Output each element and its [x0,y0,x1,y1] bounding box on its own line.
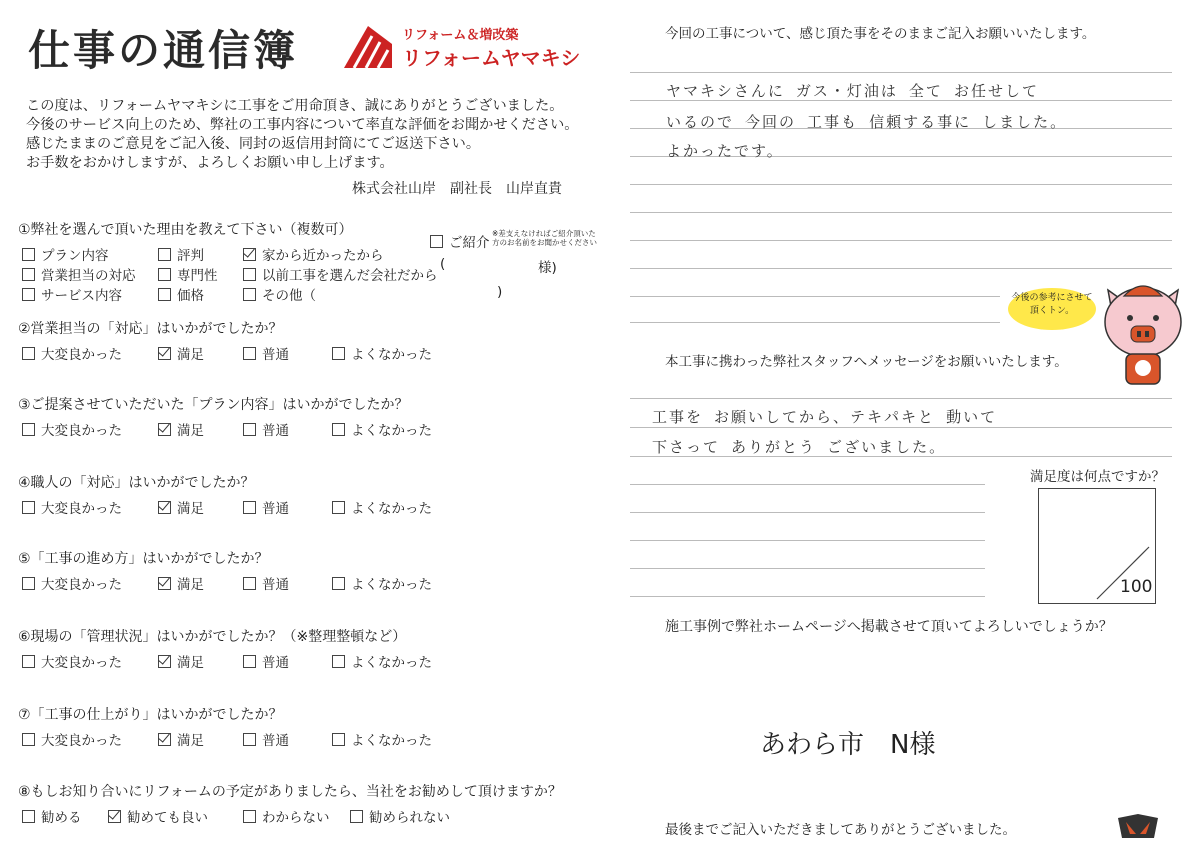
checkbox[interactable] [332,501,345,514]
checkbox[interactable] [22,577,35,590]
option-label: 家から近かったから [262,248,384,264]
option-label: 満足 [177,577,204,593]
option-label: 勧められない [369,810,450,826]
rating-option[interactable] [332,419,432,439]
option-label: よくなかった [351,733,432,749]
question-label: ⑤「工事の進め方」はいかがでしたか？ [18,551,269,567]
ruled-line [630,268,1172,269]
checkbox[interactable] [158,733,171,746]
checkbox[interactable] [158,577,171,590]
rating-option[interactable] [243,651,289,671]
checkbox[interactable] [158,248,171,261]
checkbox[interactable] [332,733,345,746]
checkbox[interactable] [158,501,171,514]
checkbox[interactable] [158,268,171,281]
option-label: 普通 [262,347,289,363]
checkbox[interactable] [243,655,256,668]
checkbox[interactable] [158,655,171,668]
intro-line: この度は、リフォームヤマキシに工事をご用命頂き、誠にありがとうございました。 [26,98,564,114]
checkbox[interactable] [22,288,35,301]
checkbox[interactable] [243,810,256,823]
prompt-publish-permission: 施工事例で弊社ホームページへ掲載させて頂いてよろしいでしょうか？ [665,619,1113,635]
option-label: よくなかった [351,501,432,517]
question-label: ②営業担当の「対応」はいかがでしたか？ [18,321,283,337]
question-label: ⑦「工事の仕上がり」はいかがでしたか？ [18,707,283,723]
rating-option[interactable] [332,343,432,363]
intro-line: 感じたままのご意見をご記入後、同封の返信用封筒にてご返送下さい。 [26,136,481,152]
option-label: 大変良かった [41,347,122,363]
logo-name: リフォームヤマキシ [402,46,581,70]
checkbox[interactable] [430,235,443,248]
ruled-line [630,212,1172,213]
company-logo [342,22,581,70]
pig-mascot-icon [1098,276,1188,388]
q1-option[interactable] [243,284,316,304]
option-label: 満足 [177,733,204,749]
intro-line: お手数をおかけしますが、よろしくお願い申し上げます。 [26,155,394,171]
checkbox[interactable] [158,347,171,360]
checkbox[interactable] [350,810,363,823]
rating-option[interactable] [243,343,289,363]
option-label: 大変良かった [41,423,122,439]
referral-suffix: 様) [538,260,557,276]
rating-option[interactable] [22,497,122,517]
q1-option[interactable] [243,264,438,284]
handwritten-answer: いるので 今回の 工事も 信頼する事に しました。 [666,113,1068,131]
rating-option[interactable] [332,497,432,517]
house-logo-icon [342,22,394,70]
rating-option[interactable] [158,573,204,593]
ruled-line [630,568,985,569]
question-label: ③ご提案させていただいた「プラン内容」はいかがでしたか？ [18,397,409,413]
page-title: 仕事の通信簿 [28,26,299,75]
ruled-line [630,596,985,597]
option-label: 勧める [41,810,82,826]
checkbox[interactable] [22,248,35,261]
checkbox[interactable] [22,733,35,746]
ruled-line [630,427,1172,428]
checkbox[interactable] [243,501,256,514]
checkbox[interactable] [332,577,345,590]
checkbox[interactable] [243,733,256,746]
option-label: サービス内容 [41,288,122,304]
ruled-line [630,512,985,513]
checkbox[interactable] [243,268,256,281]
checkbox[interactable] [22,423,35,436]
question-label: ④職人の「対応」はいかがでしたか？ [18,475,255,491]
ruled-line [630,540,985,541]
checkbox[interactable] [158,288,171,301]
option-label: 価格 [177,288,204,304]
q1-option[interactable] [158,264,218,284]
rating-option[interactable] [158,419,204,439]
option-label: ご紹介 [449,235,490,251]
q1-option[interactable] [158,284,204,304]
recommend-option[interactable] [350,806,450,826]
option-label: 大変良かった [41,501,122,517]
option-label: 大変良かった [41,655,122,671]
option-label: 満足 [177,655,204,671]
score-value: 100 [1120,577,1153,597]
rating-option[interactable] [158,729,204,749]
ruled-line [630,72,1172,73]
question-label: ⑥現場の「管理状況」はいかがでしたか？（※整理整頓など） [18,629,407,645]
checkbox[interactable] [243,423,256,436]
rating-option[interactable] [332,651,432,671]
ruled-line [630,484,985,485]
q1-option[interactable] [243,244,384,264]
rating-option[interactable] [243,419,289,439]
ruled-line [630,322,1000,323]
option-label: よくなかった [351,347,432,363]
checkbox[interactable] [158,423,171,436]
rating-option[interactable] [22,343,122,363]
checkbox[interactable] [332,423,345,436]
option-label: 大変良かった [41,577,122,593]
logo-subtitle: リフォーム＆増改築 [402,28,519,43]
checkbox[interactable] [22,268,35,281]
checkbox[interactable] [243,248,256,261]
option-label: その他（ [262,288,316,304]
q1-option[interactable] [22,284,122,304]
q1-label: ①弊社を選んで頂いた理由を教えて下さい（複数可） [18,222,353,238]
option-label: 普通 [262,423,289,439]
checkbox[interactable] [243,347,256,360]
checkbox[interactable] [108,810,121,823]
recommend-option[interactable] [243,806,330,826]
signature: 株式会社山岸 副社長 山岸直貴 [352,181,562,197]
rating-option[interactable] [158,651,204,671]
handwritten-answer: よかったです。 [666,142,784,160]
checkbox[interactable] [22,655,35,668]
option-label: 普通 [262,655,289,671]
rating-option[interactable] [243,497,289,517]
prompt-impressions: 今回の工事について、感じ頂た事をそのままご記入お願いいたします。 [665,26,1096,42]
option-label: 専門性 [177,268,218,284]
ruled-line [630,398,1172,399]
rating-option[interactable] [22,573,122,593]
company-small-logo-icon [1116,812,1160,840]
option-label: プラン内容 [41,248,109,264]
option-label: 大変良かった [41,733,122,749]
rating-option[interactable] [22,419,122,439]
checkbox[interactable] [22,810,35,823]
referral-paren: ( [440,256,446,272]
option-label: 評判 [177,248,204,264]
q1-option[interactable] [22,264,136,284]
customer-name: あわら市 N様 [760,730,936,760]
option-label: よくなかった [351,577,432,593]
option-label: 満足 [177,423,204,439]
checkbox[interactable] [332,655,345,668]
rating-option[interactable] [22,651,122,671]
option-label: わからない [262,810,330,826]
option-label: 満足 [177,347,204,363]
q1-option[interactable] [158,244,204,264]
checkbox[interactable] [22,501,35,514]
referral-option[interactable] [430,231,490,251]
rating-option[interactable] [22,729,122,749]
checkbox[interactable] [332,347,345,360]
q1-option[interactable] [22,244,109,264]
handwritten-answer: ヤマキシさんに ガス・灯油は 全て お任せして [666,82,1039,100]
rating-option[interactable] [332,573,432,593]
checkbox[interactable] [22,347,35,360]
rating-option[interactable] [332,729,432,749]
referral-note: ※差支えなければご紹介頂いた方のお名前をお聞かせください [492,229,597,247]
option-label: 営業担当の対応 [41,268,136,284]
footer-thanks: 最後までご記入いただきましてありがとうございました。 [665,822,1016,838]
option-label: 勧めても良い [127,810,208,826]
prompt-staff-message: 本工事に携わった弊社スタッフへメッセージをお願いいたします。 [665,354,1068,370]
ruled-line [630,296,1000,297]
handwritten-message: 工事を お願いしてから、テキパキと 動いて [652,408,998,426]
intro-text [26,97,586,173]
rating-option[interactable] [243,729,289,749]
speech-bubble: 今後の参考にさせて頂くトン。 [1008,288,1096,330]
handwritten-message: 下さって ありがとう ございました。 [652,438,947,456]
checkbox[interactable] [243,288,256,301]
ruled-line [630,184,1172,185]
option-label: よくなかった [351,655,432,671]
rating-option[interactable] [243,573,289,593]
option-label: 普通 [262,577,289,593]
option-label: 満足 [177,501,204,517]
recommend-option[interactable] [22,806,82,826]
option-label: よくなかった [351,423,432,439]
option-label: 普通 [262,501,289,517]
score-label: 満足度は何点ですか？ [1030,469,1165,485]
ruled-line [630,240,1172,241]
intro-line: 今後のサービス向上のため、弊社の工事内容について率直な評価をお聞かせください。 [26,117,579,133]
rating-option[interactable] [158,343,204,363]
q8-label: ⑧もしお知り合いにリフォームの予定がありましたら、当社をお勧めして頂けますか？ [18,784,562,800]
other-close-paren: ) [497,284,503,300]
option-label: 以前工事を選んだ会社だから [262,268,438,284]
option-label: 普通 [262,733,289,749]
rating-option[interactable] [158,497,204,517]
checkbox[interactable] [243,577,256,590]
recommend-option[interactable] [108,806,208,826]
